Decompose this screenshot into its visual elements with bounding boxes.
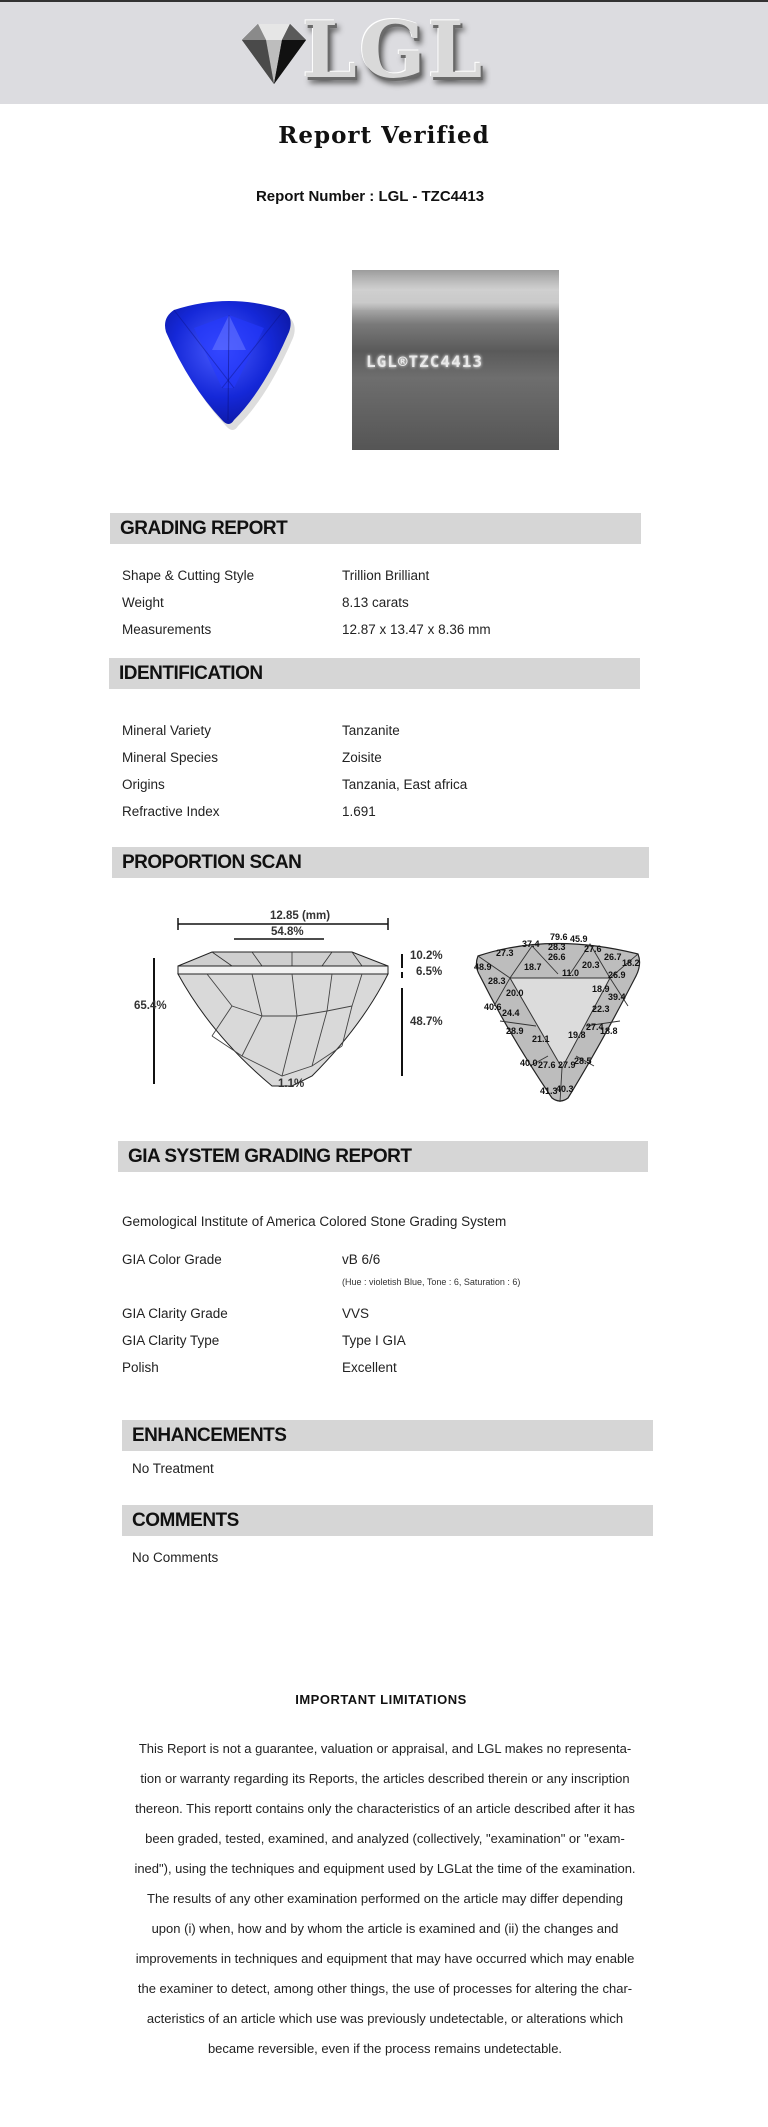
top-val-26: 40.0	[520, 1058, 538, 1068]
side-pavilion: 48.7%	[410, 1016, 443, 1028]
limitations-line: the examiner to detect, among other things, the use of processes for altering the char-	[137, 1981, 633, 1996]
top-val-28: 27.9	[558, 1060, 576, 1070]
side-culet: 1.1%	[278, 1078, 305, 1090]
side-girdle: 6.5%	[416, 966, 443, 978]
logo-text: LGL	[302, 5, 485, 96]
top-val-30: 41.3	[540, 1086, 558, 1096]
shape-value: Trillion Brilliant	[342, 568, 430, 583]
side-crown: 10.2%	[410, 950, 443, 962]
limitations-line: ined"), using the techniques and equipment used by LGLat the time of the examination.	[134, 1861, 636, 1876]
limitations-line: became reversible, even if the process remains undetectable.	[207, 2041, 563, 2056]
top-val-27: 27.6	[538, 1060, 556, 1070]
mineral-species-value: Zoisite	[342, 750, 382, 765]
side-width: 12.85 (mm)	[270, 910, 331, 922]
top-val-8: 18.2	[622, 958, 640, 968]
top-val-25: 18.8	[600, 1026, 618, 1036]
lgl-logo	[232, 5, 492, 96]
report-number: Report Number : LGL - TZC4413	[255, 188, 485, 205]
side-total-depth: 65.4%	[134, 1000, 167, 1012]
limitations-line: This Report is not a guarantee, valuation or appraisal, and LGL makes no representa-	[138, 1741, 632, 1756]
top-val-29: 28.5	[574, 1056, 592, 1066]
refractive-index-value: 1.691	[342, 804, 376, 819]
top-val-7: 26.7	[604, 952, 622, 962]
measurements-value: 12.87 x 13.47 x 8.36 mm	[342, 622, 491, 637]
mineral-species-label: Mineral Species	[122, 750, 219, 765]
top-val-3: 28.3	[548, 942, 566, 952]
top-val-11: 20.3	[582, 960, 600, 970]
top-val-20: 22.3	[592, 1004, 610, 1014]
limitations-line: acteristics of an article which use was previously undetectable, or alterations which	[146, 2011, 624, 2026]
top-val-5: 26.6	[548, 952, 566, 962]
top-val-18: 18.9	[592, 984, 610, 994]
top-val-22: 21.1	[532, 1034, 550, 1044]
page-title: Report Verified	[278, 122, 490, 149]
limitations-line: thereon. This reportt contains only the characteristics of an article described after it has	[135, 1801, 635, 1816]
gia-type-value: Type I GIA	[342, 1333, 406, 1348]
top-view-diagram	[470, 926, 650, 1106]
top-val-12: 48.9	[474, 962, 492, 972]
top-val-4: 27.3	[496, 948, 514, 958]
enhancements-value: No Treatment	[132, 1461, 214, 1476]
limitations-line: been graded, tested, examined, and analyzed (collectively, "examination" or "exam-	[145, 1831, 625, 1846]
proportion-scan-heading: PROPORTION SCAN	[112, 847, 649, 878]
top-val-6: 27.6	[584, 944, 602, 954]
limitations-line: tion or warranty regarding its Reports, the articles described therein or any inscription	[140, 1771, 630, 1786]
inscription-photo	[352, 270, 559, 450]
top-val-24: 27.4	[586, 1022, 604, 1032]
top-val-10: 11.0	[562, 968, 580, 978]
top-val-14: 26.9	[608, 970, 626, 980]
comments-heading: COMMENTS	[122, 1505, 653, 1536]
origins-label: Origins	[122, 777, 165, 792]
mineral-variety-label: Mineral Variety	[122, 723, 212, 738]
origins-value: Tanzania, East africa	[342, 777, 468, 792]
top-val-13: 28.3	[488, 976, 506, 986]
top-val-19: 24.4	[502, 1008, 520, 1018]
grading-report-heading: GRADING REPORT	[110, 513, 641, 544]
top-val-21: 28.9	[506, 1026, 524, 1036]
top-val-0: 79.6	[550, 932, 568, 942]
limitations-line: The results of any other examination performed on the article may differ depending	[147, 1891, 623, 1906]
gia-intro: Gemological Institute of America Colored Stone Grading System	[122, 1214, 507, 1229]
diamond-icon	[232, 12, 312, 92]
limitations-heading: IMPORTANT LIMITATIONS	[295, 1692, 467, 1707]
weight-label: Weight	[122, 595, 164, 610]
gem-photo	[134, 270, 324, 460]
gia-heading: GIA SYSTEM GRADING REPORT	[118, 1141, 648, 1172]
measurements-label: Measurements	[122, 622, 212, 637]
top-val-17: 40.6	[484, 1002, 502, 1012]
gia-color-label: GIA Color Grade	[122, 1252, 222, 1267]
top-val-31: 40.3	[556, 1084, 574, 1094]
gia-clarity-value: VVS	[342, 1306, 370, 1321]
gia-polish-value: Excellent	[342, 1360, 397, 1375]
gia-polish-label: Polish	[122, 1360, 159, 1375]
limitations-body	[118, 1734, 652, 2064]
comments-value: No Comments	[132, 1550, 219, 1565]
refractive-index-label: Refractive Index	[122, 804, 220, 819]
mineral-variety-value: Tanzanite	[342, 723, 400, 738]
side-table: 54.8%	[271, 926, 304, 938]
gia-color-note: (Hue : violetish Blue, Tone : 6, Saturation : 6)	[342, 1277, 521, 1287]
limitations-line: improvements in techniques and equipment that may have occurred which may enable	[135, 1951, 635, 1966]
gia-type-label: GIA Clarity Type	[122, 1333, 220, 1348]
identification-heading: IDENTIFICATION	[109, 658, 640, 689]
shape-label: Shape & Cutting Style	[122, 568, 255, 583]
top-val-16: 39.4	[608, 992, 626, 1002]
top-val-23: 19.8	[568, 1030, 586, 1040]
gia-color-value: vB 6/6	[342, 1252, 381, 1267]
weight-value: 8.13 carats	[342, 595, 409, 610]
top-val-2: 37.4	[522, 939, 540, 949]
side-profile-diagram	[112, 906, 452, 1124]
top-val-9: 18.7	[524, 962, 542, 972]
top-val-15: 20.0	[506, 988, 524, 998]
enhancements-heading: ENHANCEMENTS	[122, 1420, 653, 1451]
limitations-line: upon (i) when, how and by whom the article is examined and (ii) the changes and	[151, 1921, 619, 1936]
inscription-text: LGL®TZC4413	[366, 352, 483, 371]
top-val-1: 45.9	[570, 934, 588, 944]
gia-clarity-label: GIA Clarity Grade	[122, 1306, 228, 1321]
